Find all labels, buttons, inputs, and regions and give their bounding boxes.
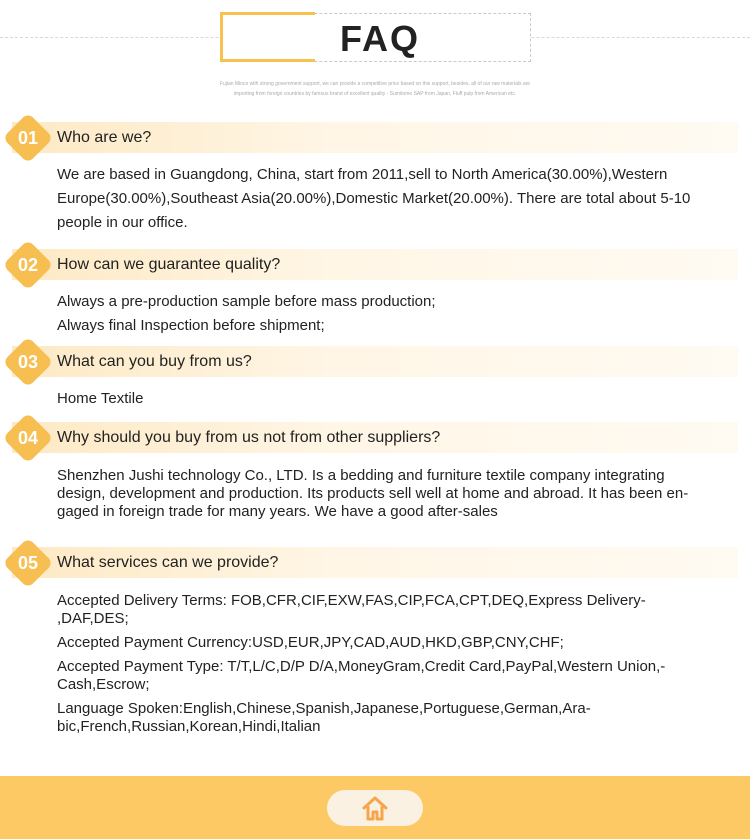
answer-3 [57,387,732,411]
page-subtitle [150,79,600,99]
page-title: FAQ [339,18,420,59]
answer-line: Cash,Escrow; [57,676,150,693]
question-2: How can we guarantee quality? [57,256,281,273]
answer-line: bic,French,Russian,Korean,Hindi,Italian [57,718,321,735]
answer-line: Accepted Payment Currency:USD,EUR,JPY,CAD,AUD,HKD,GBP,CNY,CHF; [57,634,564,651]
answer-line: Accepted Payment Type: T/T,L/C,D/P D/A,MoneyGram,Credit Card,PayPal,Western Union,- [57,658,666,675]
answer-line: Language Spoken:English,Chinese,Spanish,Japanese,Portuguese,German,Ara- [57,700,591,717]
question-number-5: 05 [17,553,39,573]
subtitle-line: Fujian Minco with strong government support, we can provide a competitive price based on this support, besides, all of our raw materials are [219,81,531,87]
answer-line: Always a pre-production sample before mass production; [57,293,436,310]
question-number-4: 04 [17,428,39,448]
answer-line: Shenzhen Jushi technology Co., LTD. Is a bedding and furniture textile company integrating [57,467,665,484]
answer-5 [57,592,732,736]
question-number-3: 03 [17,352,39,372]
subtitle-line: importing from foreign countries by famous brand of excellent quality - Sumitomo SAP from Japan, Fluff pulp from American etc. [233,91,517,97]
question-3: What can you buy from us? [57,353,252,370]
answer-line: Europe(30.00%),Southeast Asia(20.00%),Domestic Market(20.00%). There are total about 5-10 [57,190,691,207]
home-icon [361,795,389,821]
question-number-1: 01 [17,128,39,148]
answer-1 [57,163,732,235]
answer-line: Accepted Delivery Terms: FOB,CFR,CIF,EXW,FAS,CIP,FCA,CPT,DEQ,Express Delivery- [57,592,646,609]
answer-line: Home Textile [57,390,144,407]
home-button[interactable] [327,790,423,826]
answer-2 [57,290,732,338]
question-1: Who are we? [57,129,152,146]
footer-bar [0,776,750,839]
question-4: Why should you buy from us not from other suppliers? [57,429,441,446]
answer-line: Always final Inspection before shipment; [57,317,325,334]
answer-line: people in our office. [57,214,188,231]
answer-line: gaged in foreign trade for many years. We have a good after-sales [57,503,498,520]
answer-line: We are based in Guangdong, China, start from 2011,sell to North America(30.00%),Western [57,166,668,183]
question-number-2: 02 [17,255,39,275]
question-5: What services can we provide? [57,554,279,571]
answer-4 [57,467,732,521]
answer-line: ,DAF,DES; [57,610,129,627]
answer-line: design, development and production. Its products sell well at home and abroad. It has been en- [57,485,689,502]
